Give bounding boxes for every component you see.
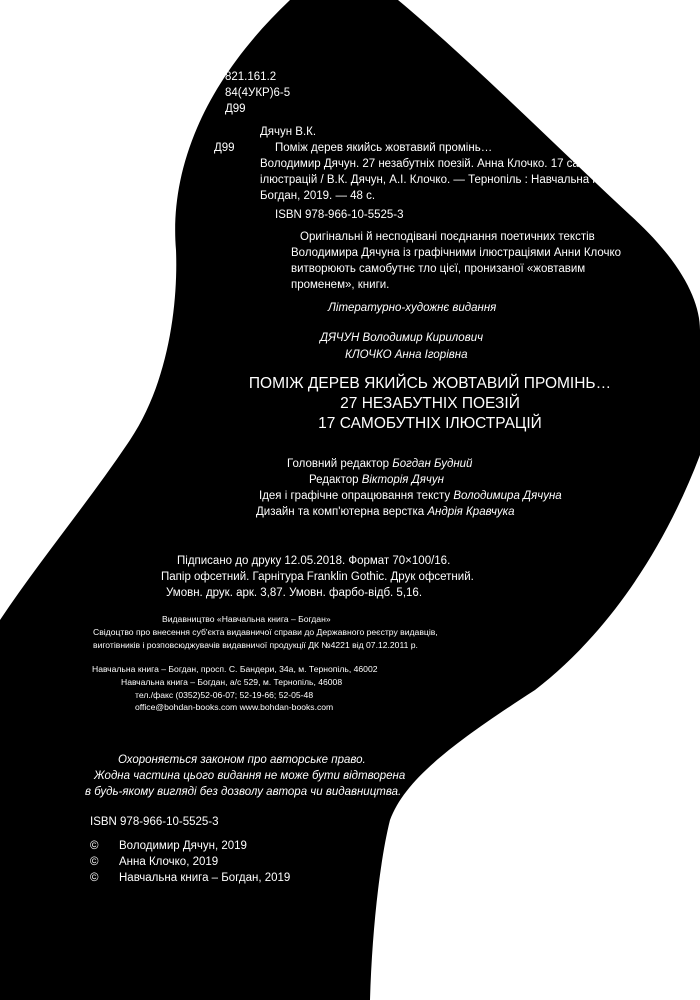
credit-name: Вікторія Дячун bbox=[361, 474, 444, 486]
contact-line: Навчальна книга – Богдан, а/с 529, м. Тернопіль, 46008 bbox=[121, 677, 343, 687]
author-heading: Дячун В.К. bbox=[260, 126, 317, 138]
author-name: ДЯЧУН Володимир Кирилович bbox=[320, 332, 484, 344]
copyright-notice-line: Охороняється законом про авторське право. bbox=[118, 754, 366, 766]
udk-label: УДК bbox=[176, 71, 198, 83]
contact-line: тел./факс (0352)52-06-07; 52-19-66; 52-05-48 bbox=[135, 690, 314, 700]
copyright-holder: Анна Клочко, 2019 bbox=[119, 856, 219, 868]
credit-line bbox=[309, 473, 444, 487]
publisher-line: Видавництво «Навчальна книга – Богдан» bbox=[162, 614, 331, 624]
credit-line bbox=[259, 489, 562, 503]
udk-value: 821.161.2 bbox=[225, 71, 277, 83]
print-info-line: Підписано до друку 12.05.2018. Формат 70×100/16. bbox=[177, 555, 451, 567]
credit-name: Андрія Кравчука bbox=[427, 506, 515, 518]
copyright-holder: Володимир Дячун, 2019 bbox=[119, 840, 247, 852]
credit-role: Дизайн та комп'ютерна верстка bbox=[256, 506, 428, 518]
copyright-symbol: © bbox=[90, 840, 99, 852]
credit-line bbox=[256, 505, 514, 519]
entry-isbn: ISBN 978-966-10-5525-3 bbox=[275, 209, 404, 221]
entry-line: Поміж дерев якийсь жовтавий промінь… bbox=[275, 142, 493, 154]
author-name: КЛОЧКО Анна Ігорівна bbox=[345, 349, 468, 361]
annotation-line: променем», книги. bbox=[291, 279, 390, 291]
publisher-line: виготівників і розповсюджувачів видавничої продукції ДК №4221 від 07.12.2011 р. bbox=[93, 640, 418, 650]
book-title-line: ПОМІЖ ДЕРЕВ ЯКИЙСЬ ЖОВТАВИЙ ПРОМІНЬ… bbox=[248, 375, 612, 392]
copyright-holder: Навчальна книга – Богдан, 2019 bbox=[119, 872, 291, 884]
isbn: ISBN 978-966-10-5525-3 bbox=[90, 816, 219, 828]
print-info-line: Папір офсетний. Гарнітура Franklin Gothic. Друк офсетний. bbox=[161, 571, 474, 583]
edition-type: Літературно-художнє видання bbox=[328, 302, 497, 314]
bbk-value: 84(4УКР)6-5 bbox=[225, 87, 291, 99]
credit-name: Богдан Будний bbox=[392, 458, 473, 470]
entry-code: Д99 bbox=[214, 142, 235, 154]
credit-line bbox=[287, 457, 472, 471]
entry-line: ілюстрацій / В.К. Дячун, А.І. Клочко. — Тернопіль : Навчальна книга – bbox=[260, 174, 631, 186]
copyright-symbol: © bbox=[90, 872, 99, 884]
copyright-symbol: © bbox=[90, 856, 99, 868]
annotation-line: витворюють самобутнє тло цієї, пронизаної «жовтавим bbox=[291, 263, 586, 275]
contact-line: Навчальна книга – Богдан, просп. С. Бандери, 34а, м. Тернопіль, 46002 bbox=[92, 664, 378, 674]
credit-name: Володимира Дячуна bbox=[453, 490, 562, 502]
credit-role: Редактор bbox=[309, 474, 362, 486]
publisher-line: Свідоцтво про внесення суб'єкта видавничої справи до Державного реєстру видавців, bbox=[93, 627, 438, 637]
copyright-notice-line: в будь-якому вигляді без дозволу автора чи видавництва. bbox=[85, 786, 402, 798]
book-title-line: 27 НЕЗАБУТНІХ ПОЕЗІЙ bbox=[340, 395, 520, 412]
contact-line: office@bohdan-books.com www.bohdan-books.com bbox=[135, 702, 334, 712]
copyright-notice-line: Жодна частина цього видання не може бути відтворена bbox=[94, 770, 406, 782]
book-title-line: 17 САМОБУТНІХ ІЛЮСТРАЦІЙ bbox=[318, 415, 542, 432]
bbk-label: ББК bbox=[176, 87, 198, 99]
annotation-line: Володимира Дячуна із графічними ілюстраціями Анни Клочко bbox=[291, 247, 622, 259]
print-info-line: Умовн. друк. арк. 3,87. Умовн. фарбо-відб. 5,16. bbox=[166, 587, 423, 599]
credit-role: Головний редактор bbox=[287, 458, 393, 470]
entry-line: Володимир Дячун. 27 незабутніх поезій. Анна Клочко. 17 самобутніх bbox=[260, 158, 626, 170]
author-mark: Д99 bbox=[225, 103, 246, 115]
annotation-line: Оригінальні й несподівані поєднання поетичних текстів bbox=[300, 231, 595, 243]
credit-role: Ідея і графічне опрацювання тексту bbox=[259, 490, 454, 502]
entry-line: Богдан, 2019. — 48 с. bbox=[260, 190, 376, 202]
